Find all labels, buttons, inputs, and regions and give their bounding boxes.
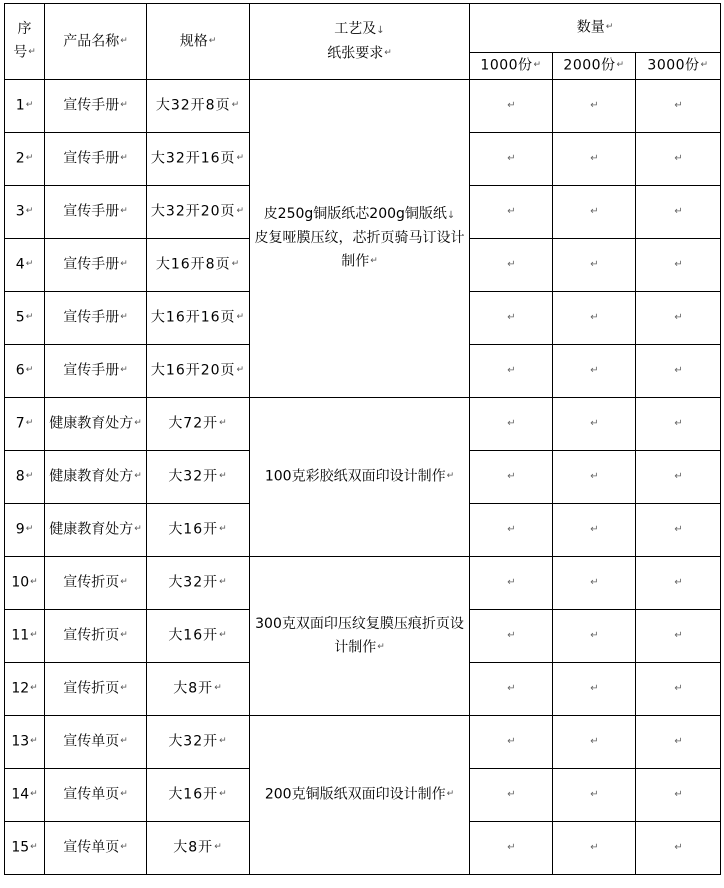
cell-end-mark: ↵	[370, 256, 378, 267]
cell-end-mark: ↵	[590, 842, 599, 854]
cell-end-mark: ↵	[384, 47, 392, 58]
qty-1000-cell	[470, 133, 553, 186]
cell-end-mark: ↵	[231, 100, 241, 111]
cell-end-mark: ↵	[507, 524, 516, 536]
product-name: 宣传手册	[63, 150, 120, 167]
seq-cell	[5, 80, 45, 133]
cell-end-mark: ↵	[120, 577, 128, 588]
qty-3000-cell	[636, 504, 721, 557]
product-name-cell	[45, 769, 147, 822]
process-text-line1: 200克铜版纸双面印设计制作	[264, 786, 446, 803]
cell-end-mark: ↵	[120, 630, 128, 641]
cell-end-mark: ↵	[605, 22, 614, 33]
cell-end-mark: ↵	[28, 47, 36, 58]
seq-number: 13	[11, 733, 30, 750]
qty-1000-cell	[470, 504, 553, 557]
cell-end-mark: ↵	[30, 630, 38, 641]
cell-end-mark: ↵	[590, 100, 599, 112]
table-row	[5, 80, 721, 133]
product-name-cell	[45, 716, 147, 769]
seq-cell	[5, 451, 45, 504]
cell-end-mark: ↵	[30, 789, 38, 800]
product-name-cell	[45, 557, 147, 610]
cell-end-mark: ↵	[236, 206, 246, 217]
header-seq-line2: 号	[13, 44, 28, 61]
cell-end-mark: ↵	[507, 206, 516, 218]
qty-1000-cell	[470, 716, 553, 769]
cell-end-mark: ↵	[507, 683, 516, 695]
seq-cell	[5, 292, 45, 345]
spec-cell	[147, 186, 250, 239]
qty-1000-cell	[470, 292, 553, 345]
product-name: 宣传单页	[63, 786, 120, 803]
product-name-cell	[45, 610, 147, 663]
spec-cell	[147, 80, 250, 133]
process-cell-group-3	[250, 557, 470, 716]
cell-end-mark: ↵	[25, 153, 34, 164]
cell-end-mark: ↵	[120, 789, 128, 800]
spec-text: 大72开	[168, 415, 219, 432]
cell-end-mark: ↵	[590, 153, 599, 165]
product-name: 宣传单页	[63, 733, 120, 750]
seq-number: 8	[15, 468, 25, 485]
cell-end-mark: ↵	[120, 736, 128, 747]
qty-2000-cell	[553, 292, 636, 345]
cell-end-mark: ↵	[30, 736, 38, 747]
header-process-line2: 纸张要求	[327, 45, 384, 62]
product-name: 宣传手册	[63, 256, 120, 273]
seq-number: 7	[15, 415, 25, 432]
cell-end-mark: ↵	[507, 259, 516, 271]
cell-end-mark: ↵	[674, 206, 683, 218]
process-text-line2: 皮复哑膜压纹，芯折页骑马订设计制作	[254, 230, 465, 270]
table-row	[5, 557, 721, 610]
cell-end-mark: ↵	[377, 641, 385, 652]
cell-end-mark: ↵	[590, 312, 599, 324]
spec-cell	[147, 716, 250, 769]
qty-3000-cell	[636, 822, 721, 875]
qty-2000-cell	[553, 451, 636, 504]
seq-cell	[5, 133, 45, 186]
product-name-cell	[45, 398, 147, 451]
cell-end-mark: ↵	[219, 630, 228, 641]
seq-cell	[5, 239, 45, 292]
qty-1000-cell	[470, 663, 553, 716]
product-name-cell	[45, 345, 147, 398]
cell-end-mark: ↵	[674, 789, 683, 801]
qty-2000-cell	[553, 186, 636, 239]
qty-3000-cell	[636, 398, 721, 451]
process-cell-group-4	[250, 716, 470, 875]
cell-end-mark: ↵	[219, 577, 228, 588]
cell-end-mark: ↵	[507, 365, 516, 377]
process-cell-group-1	[250, 80, 470, 398]
product-name: 健康教育处方	[49, 468, 134, 485]
qty-1000-cell	[470, 239, 553, 292]
cell-end-mark: ↵	[674, 736, 683, 748]
seq-number: 10	[11, 574, 30, 591]
product-name: 宣传手册	[63, 362, 120, 379]
seq-number: 9	[15, 521, 25, 538]
product-name: 宣传手册	[63, 203, 120, 220]
cell-end-mark: ↵	[208, 35, 217, 46]
qty-1000-cell	[470, 769, 553, 822]
header-row	[5, 4, 721, 53]
cell-end-mark: ↵	[507, 471, 516, 483]
header-seq-line1: 序	[17, 21, 32, 38]
product-name-cell	[45, 451, 147, 504]
cell-end-mark: ↵	[231, 259, 241, 270]
cell-end-mark: ↵	[30, 842, 38, 853]
cell-end-mark: ↵	[590, 471, 599, 483]
product-name-cell	[45, 133, 147, 186]
cell-end-mark: ↵	[120, 842, 128, 853]
header-qty-1000-text: 1000份	[480, 57, 533, 74]
spec-text: 大32开8页	[155, 97, 231, 114]
cell-end-mark: ↵	[507, 842, 516, 854]
product-name-cell	[45, 80, 147, 133]
spec-cell	[147, 557, 250, 610]
cell-end-mark: ↵	[674, 471, 683, 483]
qty-2000-cell	[553, 345, 636, 398]
cell-end-mark: ↵	[507, 789, 516, 801]
qty-3000-cell	[636, 186, 721, 239]
qty-3000-cell	[636, 345, 721, 398]
cell-end-mark: ↵	[507, 418, 516, 430]
spec-text: 大32开	[168, 468, 219, 485]
spec-cell	[147, 769, 250, 822]
cell-end-mark: ↵	[219, 471, 228, 482]
seq-number: 15	[11, 839, 30, 856]
product-name: 宣传单页	[63, 839, 120, 856]
seq-number: 11	[11, 627, 30, 644]
seq-cell	[5, 398, 45, 451]
process-text-line1: 100克彩胶纸双面印设计制作	[264, 468, 446, 485]
spec-text: 大32开16页	[150, 150, 236, 167]
process-text-line1: 300克双面印压纹复膜压痕折页设计制作	[255, 615, 464, 656]
seq-number: 2	[15, 150, 25, 167]
qty-2000-cell	[553, 398, 636, 451]
cell-end-mark: ↵	[120, 365, 128, 376]
spec-text: 大32开20页	[150, 203, 236, 220]
product-name-cell	[45, 822, 147, 875]
cell-end-mark: ↵	[120, 259, 128, 270]
header-product-name-text: 产品名称	[63, 33, 120, 50]
line-break-mark: ↓	[446, 210, 456, 222]
qty-3000-cell	[636, 610, 721, 663]
header-qty-3000	[636, 53, 721, 80]
product-name-cell	[45, 504, 147, 557]
qty-2000-cell	[553, 769, 636, 822]
qty-1000-cell	[470, 557, 553, 610]
seq-number: 12	[11, 680, 30, 697]
spec-text: 大32开	[168, 733, 219, 750]
cell-end-mark: ↵	[674, 577, 683, 589]
cell-end-mark: ↵	[25, 259, 34, 270]
header-process	[250, 4, 470, 80]
cell-end-mark: ↵	[674, 365, 683, 377]
product-name: 宣传折页	[63, 574, 120, 591]
cell-end-mark: ↵	[590, 365, 599, 377]
cell-end-mark: ↵	[236, 312, 246, 323]
spec-text: 大16开16页	[150, 309, 236, 326]
spec-cell	[147, 398, 250, 451]
table-row	[5, 398, 721, 451]
spec-text: 大16开	[168, 786, 219, 803]
cell-end-mark: ↵	[674, 630, 683, 642]
product-name: 宣传手册	[63, 309, 120, 326]
cell-end-mark: ↵	[120, 312, 128, 323]
cell-end-mark: ↵	[507, 577, 516, 589]
spec-cell	[147, 610, 250, 663]
qty-1000-cell	[470, 345, 553, 398]
cell-end-mark: ↵	[590, 524, 599, 536]
seq-cell	[5, 769, 45, 822]
spec-cell	[147, 133, 250, 186]
qty-3000-cell	[636, 769, 721, 822]
qty-3000-cell	[636, 663, 721, 716]
cell-end-mark: ↵	[120, 153, 128, 164]
header-spec	[147, 4, 250, 80]
header-qty-2000	[553, 53, 636, 80]
seq-cell	[5, 345, 45, 398]
product-name: 健康教育处方	[49, 415, 134, 432]
qty-2000-cell	[553, 822, 636, 875]
cell-end-mark: ↵	[590, 789, 599, 801]
seq-cell	[5, 663, 45, 716]
cell-end-mark: ↵	[674, 100, 683, 112]
header-qty-3000-text: 3000份	[647, 57, 700, 74]
seq-number: 4	[15, 256, 25, 273]
qty-1000-cell	[470, 398, 553, 451]
qty-3000-cell	[636, 292, 721, 345]
cell-end-mark: ↵	[25, 524, 34, 535]
product-name-cell	[45, 239, 147, 292]
product-name-cell	[45, 292, 147, 345]
table-row	[5, 716, 721, 769]
product-name: 宣传折页	[63, 627, 120, 644]
cell-end-mark: ↵	[214, 683, 223, 694]
qty-2000-cell	[553, 663, 636, 716]
cell-end-mark: ↵	[446, 789, 455, 800]
process-text-line1: 皮250g铜版纸芯200g铜版纸	[263, 206, 447, 223]
header-qty-1000	[470, 53, 553, 80]
spec-cell	[147, 451, 250, 504]
cell-end-mark: ↵	[25, 365, 34, 376]
cell-end-mark: ↵	[507, 312, 516, 324]
cell-end-mark: ↵	[507, 736, 516, 748]
cell-end-mark: ↵	[590, 206, 599, 218]
process-cell-group-2	[250, 398, 470, 557]
seq-cell	[5, 557, 45, 610]
cell-end-mark: ↵	[674, 418, 683, 430]
qty-1000-cell	[470, 186, 553, 239]
spec-text: 大16开	[168, 627, 219, 644]
cell-end-mark: ↵	[219, 418, 228, 429]
header-process-line1: 工艺及	[334, 20, 377, 37]
seq-number: 5	[15, 309, 25, 326]
seq-cell	[5, 186, 45, 239]
cell-end-mark: ↵	[674, 524, 683, 536]
header-spec-text: 规格	[179, 33, 208, 50]
quotation-table	[4, 3, 721, 875]
seq-cell	[5, 716, 45, 769]
product-name: 宣传折页	[63, 680, 120, 697]
cell-end-mark: ↵	[533, 60, 542, 71]
cell-end-mark: ↵	[590, 683, 599, 695]
cell-end-mark: ↵	[700, 60, 709, 71]
qty-3000-cell	[636, 80, 721, 133]
qty-2000-cell	[553, 239, 636, 292]
seq-number: 1	[15, 97, 25, 114]
cell-end-mark: ↵	[507, 153, 516, 165]
spec-text: 大16开	[168, 521, 219, 538]
cell-end-mark: ↵	[214, 842, 223, 853]
cell-end-mark: ↵	[674, 683, 683, 695]
cell-end-mark: ↵	[120, 206, 128, 217]
cell-end-mark: ↵	[120, 35, 128, 46]
cell-end-mark: ↵	[590, 630, 599, 642]
header-quantity-text: 数量	[576, 19, 605, 36]
seq-number: 3	[15, 203, 25, 220]
header-qty-2000-text: 2000份	[563, 57, 616, 74]
qty-3000-cell	[636, 239, 721, 292]
qty-2000-cell	[553, 504, 636, 557]
spec-text: 大16开20页	[150, 362, 236, 379]
cell-end-mark: ↵	[446, 471, 455, 482]
seq-cell	[5, 610, 45, 663]
header-product-name	[45, 4, 147, 80]
qty-3000-cell	[636, 133, 721, 186]
header-quantity	[470, 4, 721, 53]
cell-end-mark: ↵	[25, 100, 34, 111]
qty-2000-cell	[553, 80, 636, 133]
cell-end-mark: ↵	[219, 789, 228, 800]
qty-1000-cell	[470, 451, 553, 504]
header-seq	[5, 4, 45, 80]
cell-end-mark: ↵	[674, 153, 683, 165]
cell-end-mark: ↵	[507, 100, 516, 112]
line-break-mark: ↓	[376, 24, 385, 36]
cell-end-mark: ↵	[30, 577, 38, 588]
qty-3000-cell	[636, 557, 721, 610]
qty-2000-cell	[553, 610, 636, 663]
qty-1000-cell	[470, 822, 553, 875]
product-name: 宣传手册	[63, 97, 120, 114]
cell-end-mark: ↵	[590, 736, 599, 748]
spec-text: 大32开	[168, 574, 219, 591]
cell-end-mark: ↵	[25, 418, 34, 429]
product-name-cell	[45, 186, 147, 239]
spec-cell	[147, 345, 250, 398]
cell-end-mark: ↵	[134, 471, 142, 482]
seq-number: 14	[11, 786, 30, 803]
spec-text: 大16开8页	[155, 256, 231, 273]
qty-3000-cell	[636, 451, 721, 504]
seq-cell	[5, 504, 45, 557]
cell-end-mark: ↵	[590, 577, 599, 589]
cell-end-mark: ↵	[134, 418, 142, 429]
cell-end-mark: ↵	[120, 683, 128, 694]
qty-2000-cell	[553, 557, 636, 610]
seq-number: 6	[15, 362, 25, 379]
cell-end-mark: ↵	[674, 259, 683, 271]
cell-end-mark: ↵	[616, 60, 625, 71]
spec-cell	[147, 504, 250, 557]
cell-end-mark: ↵	[219, 736, 228, 747]
cell-end-mark: ↵	[590, 259, 599, 271]
cell-end-mark: ↵	[30, 683, 38, 694]
cell-end-mark: ↵	[25, 206, 34, 217]
spec-cell	[147, 822, 250, 875]
cell-end-mark: ↵	[590, 418, 599, 430]
spec-cell	[147, 663, 250, 716]
spec-cell	[147, 292, 250, 345]
cell-end-mark: ↵	[236, 153, 246, 164]
qty-1000-cell	[470, 80, 553, 133]
cell-end-mark: ↵	[674, 312, 683, 324]
qty-1000-cell	[470, 610, 553, 663]
qty-2000-cell	[553, 133, 636, 186]
product-name-cell	[45, 663, 147, 716]
qty-2000-cell	[553, 716, 636, 769]
cell-end-mark: ↵	[25, 312, 34, 323]
qty-3000-cell	[636, 716, 721, 769]
product-name: 健康教育处方	[49, 521, 134, 538]
cell-end-mark: ↵	[236, 365, 246, 376]
spec-cell	[147, 239, 250, 292]
cell-end-mark: ↵	[25, 471, 34, 482]
seq-cell	[5, 822, 45, 875]
cell-end-mark: ↵	[219, 524, 228, 535]
cell-end-mark: ↵	[674, 842, 683, 854]
cell-end-mark: ↵	[507, 630, 516, 642]
spec-text: 大8开	[173, 839, 214, 856]
cell-end-mark: ↵	[120, 100, 128, 111]
cell-end-mark: ↵	[134, 524, 142, 535]
spec-text: 大8开	[173, 680, 214, 697]
